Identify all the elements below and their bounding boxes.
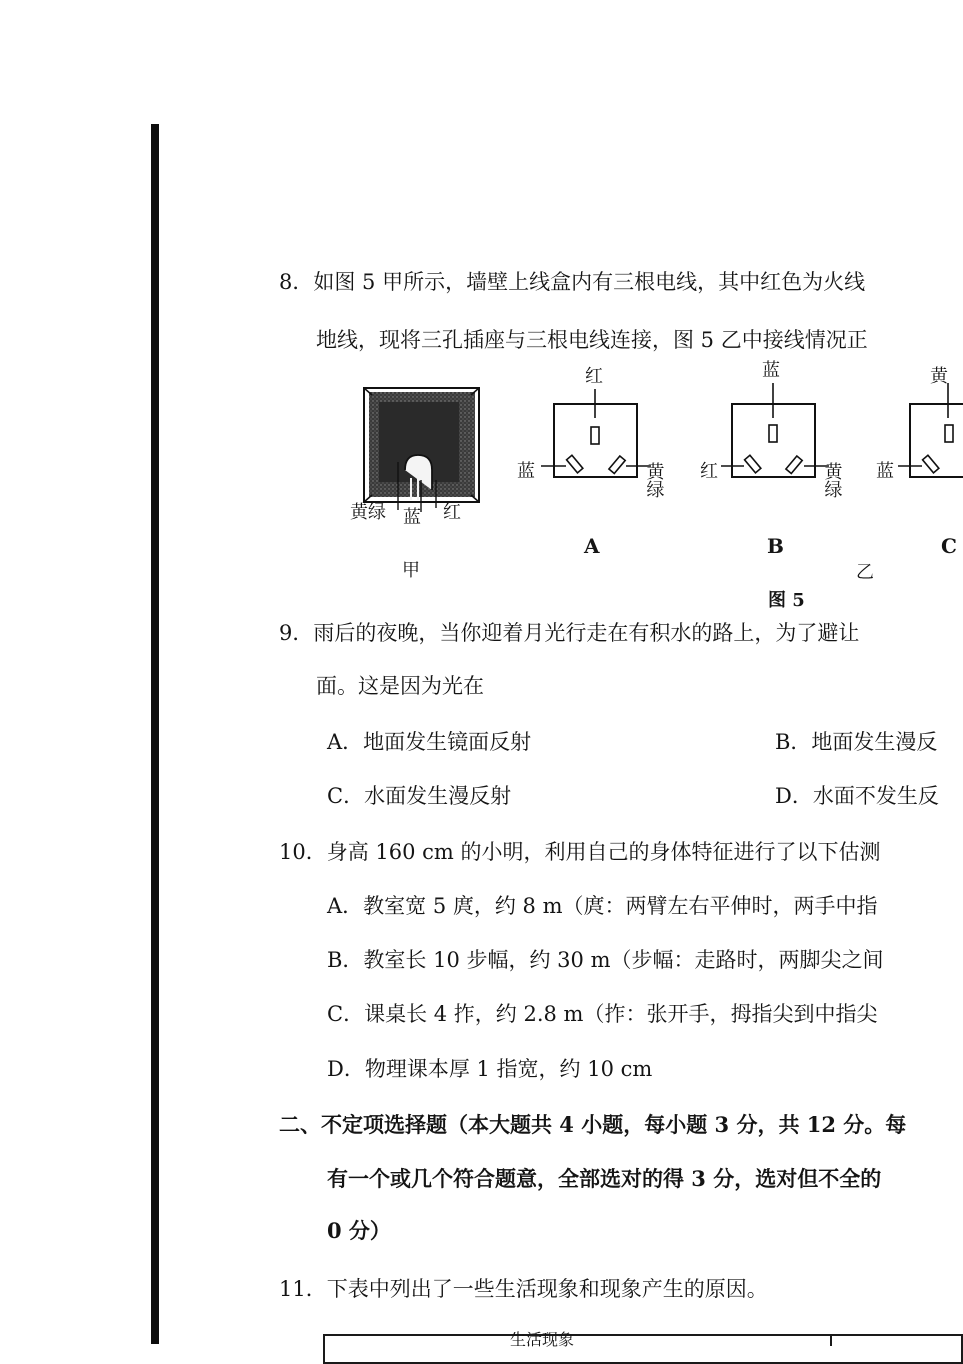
socket-b [721,383,829,477]
question-10-option-d: D．物理课本厚 1 指宽，约 10 cm [327,1057,653,1081]
question-11-stem: 11．下表中列出了一些生活现象和现象产生的原因。 [279,1277,768,1301]
question-9-line-2: 面。这是因为光在 [316,674,484,698]
section-2-heading-line-1: 二、不定项选择题（本大题共 4 小题，每小题 3 分，共 12 分。每 [279,1112,907,1137]
section-2-heading-line-3: 0 分） [327,1218,391,1243]
socket-c-top-label: 黄 [930,366,948,387]
socket-a-right-label: 黄绿 [643,462,665,498]
socket-c-letter: C [941,534,957,558]
box-wire-label-blue: 蓝 [403,507,421,528]
wall-junction-box [364,388,479,512]
binding-margin-bar [151,124,159,1344]
question-10-option-c: C．课桌长 4 拃，约 2.8 m（拃：张开手，拇指尖到中指尖 [327,1002,878,1026]
socket-c [898,383,963,477]
phenomena-table-header: 生活现象 [510,1330,575,1349]
question-8-line-1: 8．如图 5 甲所示，墙壁上线盒内有三根电线，其中红色为火线 [279,270,866,294]
socket-b-left-label: 红 [700,461,718,482]
question-9-option-c: C．水面发生漫反射 [327,784,512,808]
socket-b-top-label: 蓝 [762,360,780,381]
socket-group-caption: 乙 [856,562,874,583]
socket-c-left-label: 蓝 [876,461,894,482]
socket-b-right-label: 黄绿 [821,462,843,498]
question-10-option-b: B．教室长 10 步幅，约 30 m（步幅：走路时，两脚尖之间 [327,948,884,972]
section-2-heading-line-2: 有一个或几个符合题意，全部选对的得 3 分，选对但不全的 [327,1166,882,1191]
phenomena-table [323,1330,963,1364]
question-9-option-b: B．地面发生漫反 [775,730,938,754]
socket-a-letter: A [584,534,600,558]
question-8-line-2: 地线，现将三孔插座与三根电线连接，图 5 乙中接线情况正 [316,328,868,352]
phenomena-table-column-divider [830,1334,832,1346]
question-9-option-a: A．地面发生镜面反射 [327,730,532,754]
socket-a-top-label: 红 [585,366,603,387]
box-wire-label-red: 红 [443,502,461,523]
figure-caption: 图 5 [768,590,805,611]
box-caption: 甲 [402,560,420,581]
socket-b-letter: B [767,534,784,558]
question-10-option-a: A．教室宽 5 庹，约 8 m（庹：两臂左右平伸时，两手中指 [327,894,878,918]
box-wire-label-yellow-green: 黄绿 [350,502,386,523]
socket-a-left-label: 蓝 [517,461,535,482]
question-10-stem: 10．身高 160 cm 的小明，利用自己的身体特征进行了以下估测 [279,840,881,864]
socket-a [541,389,651,477]
question-9-line-1: 9．雨后的夜晚，当你迎着月光行走在有积水的路上，为了避让 [279,621,860,645]
question-9-option-d: D．水面不发生反 [775,784,939,808]
